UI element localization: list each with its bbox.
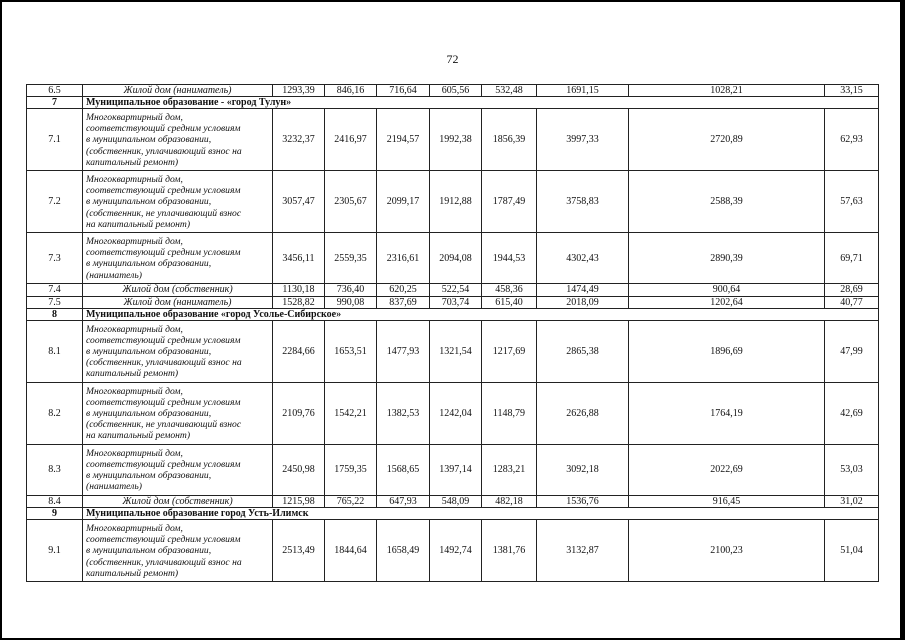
value-cell: 57,63 [825,171,879,233]
value-cell: 2284,66 [273,321,325,383]
value-cell: 2316,61 [377,233,430,284]
row-description [83,445,273,496]
value-cell: 1542,21 [325,383,377,445]
table-row [27,520,879,582]
value-cell: 548,09 [430,496,482,508]
value-cell: 3758,83 [537,171,629,233]
page-number: 72 [446,52,459,66]
value-cell: 1844,64 [325,520,377,582]
value-cell: 1397,14 [430,445,482,496]
row-number: 7.1 [27,109,83,171]
value-cell: 458,36 [482,284,537,296]
row-number: 7 [27,97,83,109]
table-row [27,308,879,320]
row-number: 7.2 [27,171,83,233]
value-cell: 51,04 [825,520,879,582]
value-cell: 837,69 [377,296,430,308]
description-line: на капитальный ремонт) [86,430,191,442]
value-cell: 1293,39 [273,85,325,97]
value-cell: 33,15 [825,85,879,97]
row-number: 8.4 [27,496,83,508]
tariff-table [26,84,879,582]
value-cell: 3997,33 [537,109,629,171]
table-row [27,508,879,520]
value-cell: 2588,39 [629,171,825,233]
row-description [83,321,273,383]
value-cell: 42,69 [825,383,879,445]
value-cell: 1382,53 [377,383,430,445]
value-cell: 2018,09 [537,296,629,308]
description-line: (собственник, не уплачивающий взнос [86,207,242,219]
value-cell: 1028,21 [629,85,825,97]
value-cell: 716,64 [377,85,430,97]
table-row [27,109,879,171]
value-cell: 3456,11 [273,233,325,284]
description-line: Многоквартирный дом, [86,522,183,534]
row-description [83,171,273,233]
value-cell: 1321,54 [430,321,482,383]
table-row [27,496,879,508]
value-cell: 2109,76 [273,383,325,445]
description-line: Многоквартирный дом, [86,173,183,185]
value-cell: 1568,65 [377,445,430,496]
table-row [27,383,879,445]
row-description: Жилой дом (собственник) [83,496,273,508]
value-cell: 1528,82 [273,296,325,308]
description-line: капитальный ремонт) [86,368,179,380]
value-cell: 990,08 [325,296,377,308]
value-cell: 647,93 [377,496,430,508]
value-cell: 2416,97 [325,109,377,171]
value-cell: 31,02 [825,496,879,508]
scan-border-right [900,0,905,640]
description-line: в муниципальном образовании, [86,545,212,557]
value-cell: 1477,93 [377,321,430,383]
value-cell: 736,40 [325,284,377,296]
description-line: на капитальный ремонт) [86,218,191,230]
description-line: Многоквартирный дом, [86,111,183,123]
row-number: 8 [27,308,83,320]
value-cell: 703,74 [430,296,482,308]
description-line: в муниципальном образовании, [86,134,212,146]
value-cell: 2626,88 [537,383,629,445]
value-cell: 1759,35 [325,445,377,496]
value-cell: 1856,39 [482,109,537,171]
value-cell: 916,45 [629,496,825,508]
description-line: Многоквартирный дом, [86,236,183,247]
table-row [27,284,879,296]
value-cell: 3132,87 [537,520,629,582]
value-cell: 40,77 [825,296,879,308]
description-line: соответствующий средним условиям [86,123,241,135]
description-line: в муниципальном образовании, [86,470,212,482]
table-row [27,445,879,496]
scan-border-left [0,0,2,640]
row-number: 9.1 [27,520,83,582]
description-line: (собственник, уплачивающий взнос на [86,145,242,157]
value-cell: 2450,98 [273,445,325,496]
row-number: 7.5 [27,296,83,308]
description-line: Многоквартирный дом, [86,385,183,397]
value-cell: 1912,88 [430,171,482,233]
row-description [83,233,273,284]
description-line: (собственник, не уплачивающий взнос [86,419,242,431]
description-line: соответствующий средним условиям [86,334,241,346]
value-cell: 1242,04 [430,383,482,445]
value-cell: 1492,74 [430,520,482,582]
description-line: (наниматель) [86,269,142,281]
value-cell: 28,69 [825,284,879,296]
value-cell: 1691,15 [537,85,629,97]
value-cell: 765,22 [325,496,377,508]
value-cell: 1202,64 [629,296,825,308]
value-cell: 2865,38 [537,321,629,383]
description-line: капитальный ремонт) [86,567,179,579]
value-cell: 3232,37 [273,109,325,171]
value-cell: 1217,69 [482,321,537,383]
value-cell: 1381,76 [482,520,537,582]
row-description [83,520,273,582]
value-cell: 1896,69 [629,321,825,383]
description-line: в муниципальном образовании, [86,258,212,270]
value-cell: 53,03 [825,445,879,496]
value-cell: 2305,67 [325,171,377,233]
value-cell: 69,71 [825,233,879,284]
value-cell: 2100,23 [629,520,825,582]
value-cell: 2559,35 [325,233,377,284]
table-row [27,97,879,109]
value-cell: 2720,89 [629,109,825,171]
value-cell: 1653,51 [325,321,377,383]
value-cell: 47,99 [825,321,879,383]
description-line: соответствующий средним условиям [86,247,241,259]
value-cell: 482,18 [482,496,537,508]
value-cell: 2022,69 [629,445,825,496]
table-row [27,85,879,97]
description-line: соответствующий средним условиям [86,458,241,470]
value-cell: 1764,19 [629,383,825,445]
value-cell: 2890,39 [629,233,825,284]
value-cell: 3057,47 [273,171,325,233]
row-number: 8.2 [27,383,83,445]
value-cell: 1658,49 [377,520,430,582]
value-cell: 2194,57 [377,109,430,171]
description-line: Многоквартирный дом, [86,323,183,335]
description-line: Многоквартирный дом, [86,447,183,459]
value-cell: 4302,43 [537,233,629,284]
description-line: капитальный ремонт) [86,156,179,168]
description-line: в муниципальном образовании, [86,345,212,357]
description-line: в муниципальном образовании, [86,196,212,208]
value-cell: 2094,08 [430,233,482,284]
row-number: 8.1 [27,321,83,383]
value-cell: 1148,79 [482,383,537,445]
row-number: 9 [27,508,83,520]
row-description: Жилой дом (наниматель) [83,296,273,308]
description-line: соответствующий средним условиям [86,534,241,546]
table-row [27,171,879,233]
table-row [27,233,879,284]
value-cell: 2099,17 [377,171,430,233]
table-body [27,85,879,582]
value-cell: 1130,18 [273,284,325,296]
value-cell: 605,56 [430,85,482,97]
value-cell: 846,16 [325,85,377,97]
section-title: Муниципальное образование город Усть-Илимск [83,508,879,520]
description-line: (собственник, уплачивающий взнос на [86,556,242,568]
value-cell: 1474,49 [537,284,629,296]
value-cell: 1283,21 [482,445,537,496]
row-description: Жилой дом (наниматель) [83,85,273,97]
value-cell: 620,25 [377,284,430,296]
scan-border-top [0,0,905,2]
value-cell: 522,54 [430,284,482,296]
value-cell: 1536,76 [537,496,629,508]
table-row [27,296,879,308]
value-cell: 532,48 [482,85,537,97]
row-description: Жилой дом (собственник) [83,284,273,296]
description-line: (собственник, уплачивающий взнос на [86,357,242,369]
description-line: соответствующий средним условиям [86,396,241,408]
row-number: 7.4 [27,284,83,296]
row-number: 8.3 [27,445,83,496]
row-number: 6.5 [27,85,83,97]
row-description [83,109,273,171]
value-cell: 2513,49 [273,520,325,582]
value-cell: 1215,98 [273,496,325,508]
table-row [27,321,879,383]
section-title: Муниципальное образование - «город Тулун» [83,97,879,109]
value-cell: 3092,18 [537,445,629,496]
description-line: в муниципальном образовании, [86,407,212,419]
row-description [83,383,273,445]
value-cell: 615,40 [482,296,537,308]
value-cell: 1787,49 [482,171,537,233]
description-line: соответствующий средним условиям [86,185,241,197]
value-cell: 1944,53 [482,233,537,284]
value-cell: 900,64 [629,284,825,296]
value-cell: 1992,38 [430,109,482,171]
description-line: (наниматель) [86,481,142,493]
section-title: Муниципальное образование «город Усолье-Сибирское» [83,308,879,320]
value-cell: 62,93 [825,109,879,171]
row-number: 7.3 [27,233,83,284]
